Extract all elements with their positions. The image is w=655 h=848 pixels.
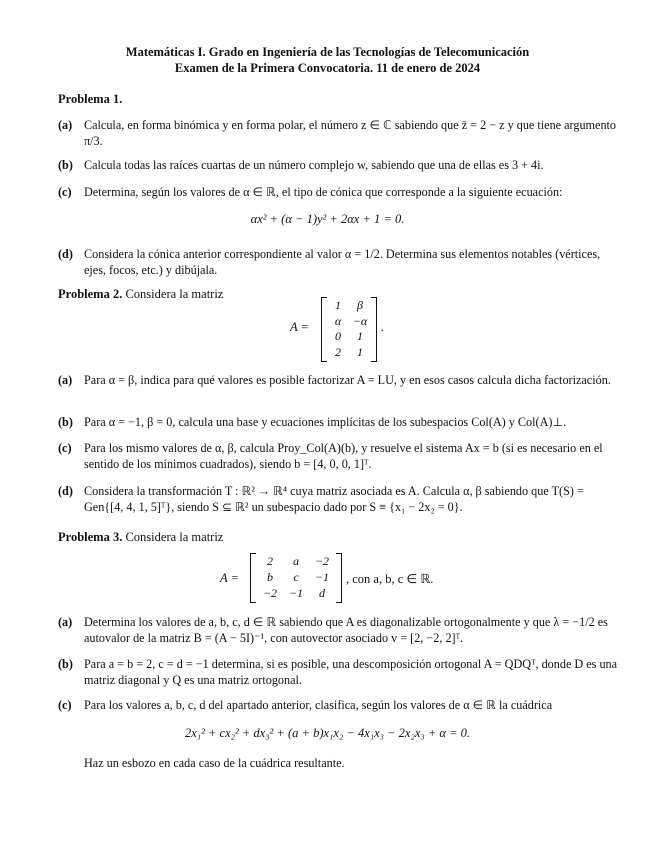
matrix-a3-label: A =	[220, 571, 239, 585]
problem1-heading: Problema 1.	[58, 92, 123, 106]
right-bracket	[371, 297, 377, 362]
problem2-item-c	[58, 440, 620, 472]
problem1-item-b	[58, 157, 620, 173]
problem3-item-b	[58, 656, 620, 688]
item-label: (d)	[58, 247, 73, 261]
item-label: (c)	[58, 698, 72, 712]
matrix-entry: b	[267, 570, 273, 584]
item-text: Para los valores a, b, c, d del apartado anterior, clasifica, según los valores de α ∈ ℝ la cuádrica	[84, 698, 553, 712]
matrix-a3	[250, 553, 342, 603]
matrix-entry: 1	[335, 298, 341, 312]
item-text: Para α = β, indica para qué valores es posible factorizar A = LU, y en esos casos calcula dicha factorización.	[84, 373, 611, 387]
matrix-entry: −2	[262, 586, 278, 600]
matrix-entry: 2	[335, 344, 341, 359]
item-text: Considera la transformación T : ℝ² → ℝ⁴ cuya matriz asociada es A. Calcula α, β sabiendo que T(S) = Gen{[4, 4, 1, 5]ᵀ}, siendo S ⊆ ℝ² un subespacio dado por S ≡ {x₁ − 2x₂ = 0}.	[84, 484, 584, 514]
header-subtitle: Examen de la Primera Convocatoria. 11 de enero de 2024	[174, 61, 481, 75]
item-text: Calcula, en forma binómica y en forma polar, el número z ∈ ℂ sabiendo que z̄ = 2 − z y que tiene argumento π/3.	[84, 118, 617, 148]
matrix-entry: d	[319, 586, 325, 600]
right-bracket	[336, 553, 342, 603]
matrix-a3-suffix: , con a, b, c ∈ ℝ.	[346, 572, 434, 586]
item-label: (a)	[58, 118, 73, 132]
matrix-entry: 2	[267, 554, 273, 568]
problem1-equation: αx² + (α − 1)y² + 2αx + 1 = 0.	[250, 212, 405, 226]
item-label: (d)	[58, 484, 73, 498]
matrix-entry: a	[293, 554, 299, 568]
matrix-entry: −1	[288, 586, 304, 600]
problem2-heading: Problema 2. Considera la matriz	[58, 287, 224, 301]
matrix-entry: −1	[314, 570, 330, 584]
problem2-item-d	[58, 483, 620, 515]
matrix-a-end: .	[381, 320, 385, 334]
item-text: Considera la cónica anterior correspondiente al valor α = 1/2. Determina sus elementos notables (vértices, ejes, focos, etc.) y dibújala.	[84, 247, 601, 277]
matrix-a-entries	[327, 298, 371, 360]
matrix-entry: 0	[335, 329, 341, 343]
problem3-item-c	[58, 697, 620, 713]
matrix-entry: −α	[352, 313, 368, 328]
header-title: Matemáticas I. Grado en Ingeniería de las Tecnologías de Telecomunicación	[125, 45, 530, 59]
item-label: (c)	[58, 185, 72, 199]
item-label: (b)	[58, 158, 73, 172]
item-text: Para los mismo valores de α, β, calcula Proy_Col(A)(b), y resuelve el sistema Ax = b (si es necesario en el sentido de los mínimos cuadrados), siendo b = [4, 0, 0, 1]ᵀ.	[84, 441, 603, 471]
problem2-item-b	[58, 414, 620, 430]
problem1-item-a	[58, 117, 620, 149]
matrix-a-label: A =	[290, 320, 309, 334]
item-label: (b)	[58, 657, 73, 671]
matrix-entry: 1	[357, 344, 363, 359]
item-label: (a)	[58, 373, 73, 387]
problem1-item-d	[58, 246, 620, 278]
item-label: (c)	[58, 441, 72, 455]
left-bracket	[250, 553, 256, 603]
matrix-entry: 1	[357, 329, 363, 343]
item-text: Para a = b = 2, c = d = −1 determina, si es posible, una descomposición ortogonal A = QDQᵀ, donde D es una matriz diagonal y Q es una matriz ortogonal.	[84, 657, 618, 687]
problem1-item-c	[58, 184, 620, 200]
problem3-item-a	[58, 614, 620, 646]
matrix-a	[321, 297, 377, 362]
item-text: Calcula todas las raíces cuartas de un número complejo w, sabiendo que una de ellas es 3 + 4i.	[84, 158, 544, 172]
problem3-equation: 2x₁² + cx₂² + dx₃² + (a + b)x₁x₂ − 4x₁x₃ − 2x₂x₃ + α = 0.	[184, 726, 471, 740]
item-label: (b)	[58, 415, 73, 429]
matrix-entry: −2	[314, 554, 330, 568]
problem3-heading: Problema 3. Considera la matriz	[58, 530, 224, 544]
item-text: Para α = −1, β = 0, calcula una base y ecuaciones implícitas de los subespacios Col(A) y Col(A)⊥.	[84, 415, 567, 429]
item-text: Determina, según los valores de α ∈ ℝ, el tipo de cónica que corresponde a la siguiente ecuación:	[84, 185, 563, 199]
matrix-entry: β	[357, 298, 363, 312]
matrix-entry: c	[293, 570, 299, 584]
problem3-closing: Haz un esbozo en cada caso de la cuádrica resultante.	[84, 756, 345, 770]
item-text: Determina los valores de a, b, c, d ∈ ℝ sabiendo que A es diagonalizable ortogonalmente y que λ = −1/2 es autovalor de la matriz B = (A − 5I)⁻¹, con autovector asociado v = [2, −2, 2]ᵀ.	[84, 615, 608, 645]
problem2-item-a	[58, 372, 620, 388]
matrix-a3-entries	[257, 554, 335, 602]
matrix-entry: α	[334, 313, 342, 328]
item-label: (a)	[58, 615, 73, 629]
